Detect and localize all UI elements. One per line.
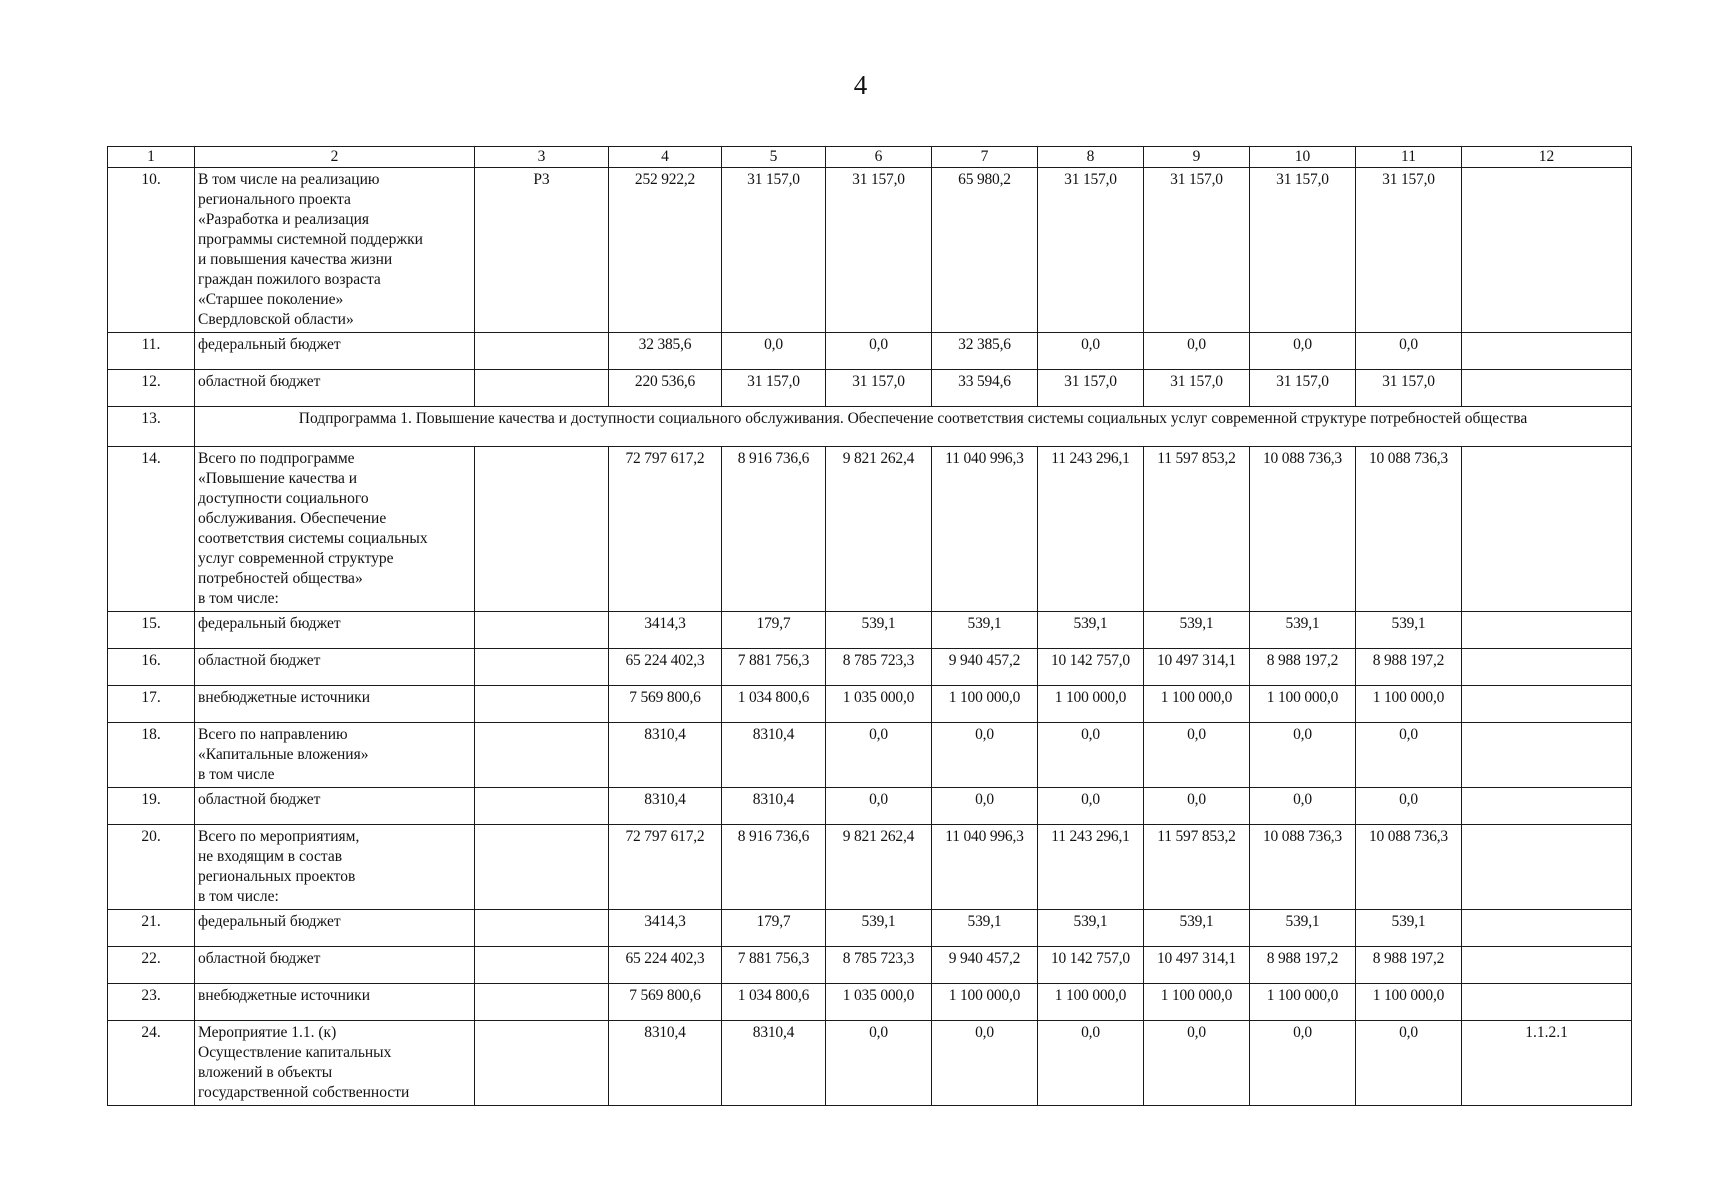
value-col-11: 8 988 197,2 [1356, 947, 1462, 984]
value-col-9: 11 597 853,2 [1144, 825, 1250, 910]
value-col-7: 33 594,6 [932, 370, 1038, 407]
row-number: 23. [108, 984, 195, 1021]
row-code [475, 686, 609, 723]
table-row [108, 723, 1632, 788]
row-description: областной бюджет [195, 788, 475, 825]
value-col-10: 0,0 [1250, 723, 1356, 788]
value-col-8: 31 157,0 [1038, 370, 1144, 407]
value-col-8: 0,0 [1038, 788, 1144, 825]
value-col-8: 1 100 000,0 [1038, 984, 1144, 1021]
value-col-7: 539,1 [932, 910, 1038, 947]
value-col-4: 220 536,6 [609, 370, 722, 407]
value-col-7: 11 040 996,3 [932, 825, 1038, 910]
row-note [1462, 333, 1632, 370]
row-description: федеральный бюджет [195, 612, 475, 649]
value-col-7: 9 940 457,2 [932, 947, 1038, 984]
value-col-5: 1 034 800,6 [722, 686, 826, 723]
table-row [108, 686, 1632, 723]
value-col-4: 72 797 617,2 [609, 825, 722, 910]
value-col-4: 65 224 402,3 [609, 649, 722, 686]
value-col-9: 10 497 314,1 [1144, 649, 1250, 686]
table-row [108, 788, 1632, 825]
value-col-10: 8 988 197,2 [1250, 649, 1356, 686]
value-col-11: 0,0 [1356, 1021, 1462, 1106]
value-col-5: 0,0 [722, 333, 826, 370]
value-col-9: 0,0 [1144, 788, 1250, 825]
column-header: 4 [609, 147, 722, 168]
row-note [1462, 947, 1632, 984]
table-row [108, 910, 1632, 947]
value-col-6: 1 035 000,0 [826, 984, 932, 1021]
value-col-4: 8310,4 [609, 723, 722, 788]
value-col-6: 0,0 [826, 723, 932, 788]
value-col-6: 0,0 [826, 788, 932, 825]
value-col-4: 7 569 800,6 [609, 686, 722, 723]
value-col-10: 0,0 [1250, 333, 1356, 370]
row-note [1462, 447, 1632, 612]
value-col-8: 539,1 [1038, 612, 1144, 649]
value-col-4: 32 385,6 [609, 333, 722, 370]
row-note: 1.1.2.1 [1462, 1021, 1632, 1106]
table-row [108, 333, 1632, 370]
value-col-7: 1 100 000,0 [932, 686, 1038, 723]
value-col-6: 0,0 [826, 1021, 932, 1106]
budget-table [107, 146, 1632, 1106]
table-row [108, 649, 1632, 686]
row-description: Всего по направлению «Капитальные вложения» в том числе [195, 723, 475, 788]
row-description: Всего по мероприятиям, не входящим в состав региональных проектов в том числе: [195, 825, 475, 910]
row-note [1462, 788, 1632, 825]
column-header: 7 [932, 147, 1038, 168]
table-row [108, 612, 1632, 649]
value-col-6: 8 785 723,3 [826, 947, 932, 984]
row-code [475, 370, 609, 407]
value-col-6: 9 821 262,4 [826, 447, 932, 612]
value-col-10: 31 157,0 [1250, 168, 1356, 333]
value-col-8: 539,1 [1038, 910, 1144, 947]
row-code: Р3 [475, 168, 609, 333]
column-header: 6 [826, 147, 932, 168]
row-note [1462, 910, 1632, 947]
row-note [1462, 825, 1632, 910]
value-col-9: 1 100 000,0 [1144, 686, 1250, 723]
row-note [1462, 723, 1632, 788]
value-col-9: 10 497 314,1 [1144, 947, 1250, 984]
column-header: 2 [195, 147, 475, 168]
row-number: 13. [108, 407, 195, 447]
row-number: 20. [108, 825, 195, 910]
value-col-6: 31 157,0 [826, 168, 932, 333]
value-col-5: 8310,4 [722, 788, 826, 825]
row-description: областной бюджет [195, 370, 475, 407]
value-col-6: 539,1 [826, 910, 932, 947]
row-code [475, 788, 609, 825]
value-col-10: 1 100 000,0 [1250, 984, 1356, 1021]
row-code [475, 723, 609, 788]
row-note [1462, 686, 1632, 723]
value-col-5: 179,7 [722, 612, 826, 649]
value-col-4: 8310,4 [609, 1021, 722, 1106]
row-number: 19. [108, 788, 195, 825]
row-number: 18. [108, 723, 195, 788]
value-col-10: 539,1 [1250, 910, 1356, 947]
value-col-7: 11 040 996,3 [932, 447, 1038, 612]
value-col-11: 10 088 736,3 [1356, 447, 1462, 612]
value-col-11: 8 988 197,2 [1356, 649, 1462, 686]
value-col-8: 1 100 000,0 [1038, 686, 1144, 723]
value-col-8: 10 142 757,0 [1038, 649, 1144, 686]
row-number: 16. [108, 649, 195, 686]
row-number: 24. [108, 1021, 195, 1106]
row-number: 10. [108, 168, 195, 333]
column-header: 1 [108, 147, 195, 168]
row-description: федеральный бюджет [195, 333, 475, 370]
value-col-7: 1 100 000,0 [932, 984, 1038, 1021]
value-col-8: 11 243 296,1 [1038, 447, 1144, 612]
table-body [108, 147, 1632, 1106]
value-col-4: 72 797 617,2 [609, 447, 722, 612]
row-description: внебюджетные источники [195, 984, 475, 1021]
value-col-5: 31 157,0 [722, 370, 826, 407]
value-col-8: 10 142 757,0 [1038, 947, 1144, 984]
page-number: 4 [853, 70, 868, 100]
row-description: Всего по подпрограмме «Повышение качества и доступности социального обслуживания. Обеспечение соответствия системы социальных услуг современной структуре потребностей общества» в том числе: [195, 447, 475, 612]
row-number: 11. [108, 333, 195, 370]
table-row [108, 984, 1632, 1021]
value-col-11: 0,0 [1356, 788, 1462, 825]
value-col-10: 0,0 [1250, 788, 1356, 825]
column-header: 12 [1462, 147, 1632, 168]
value-col-8: 31 157,0 [1038, 168, 1144, 333]
row-description: Мероприятие 1.1. (к) Осуществление капитальных вложений в объекты государственной собственности [195, 1021, 475, 1106]
row-code [475, 825, 609, 910]
table-row [108, 1021, 1632, 1106]
column-header: 10 [1250, 147, 1356, 168]
value-col-5: 179,7 [722, 910, 826, 947]
row-code [475, 649, 609, 686]
section-row [108, 407, 1632, 447]
row-code [475, 447, 609, 612]
column-header: 5 [722, 147, 826, 168]
table-header-row [108, 147, 1632, 168]
value-col-9: 31 157,0 [1144, 168, 1250, 333]
value-col-7: 539,1 [932, 612, 1038, 649]
row-note [1462, 168, 1632, 333]
table-row [108, 947, 1632, 984]
row-number: 17. [108, 686, 195, 723]
value-col-10: 0,0 [1250, 1021, 1356, 1106]
value-col-7: 0,0 [932, 1021, 1038, 1106]
row-number: 15. [108, 612, 195, 649]
value-col-11: 539,1 [1356, 910, 1462, 947]
value-col-4: 3414,3 [609, 612, 722, 649]
value-col-8: 0,0 [1038, 723, 1144, 788]
row-code [475, 947, 609, 984]
row-code [475, 333, 609, 370]
table-row [108, 825, 1632, 910]
value-col-6: 8 785 723,3 [826, 649, 932, 686]
value-col-11: 1 100 000,0 [1356, 984, 1462, 1021]
value-col-4: 7 569 800,6 [609, 984, 722, 1021]
value-col-10: 1 100 000,0 [1250, 686, 1356, 723]
value-col-7: 32 385,6 [932, 333, 1038, 370]
value-col-7: 0,0 [932, 723, 1038, 788]
value-col-6: 31 157,0 [826, 370, 932, 407]
column-header: 11 [1356, 147, 1462, 168]
value-col-8: 11 243 296,1 [1038, 825, 1144, 910]
value-col-11: 31 157,0 [1356, 168, 1462, 333]
row-description: областной бюджет [195, 649, 475, 686]
value-col-9: 31 157,0 [1144, 370, 1250, 407]
value-col-7: 0,0 [932, 788, 1038, 825]
value-col-5: 8310,4 [722, 723, 826, 788]
value-col-10: 10 088 736,3 [1250, 825, 1356, 910]
value-col-11: 1 100 000,0 [1356, 686, 1462, 723]
value-col-5: 8310,4 [722, 1021, 826, 1106]
row-code [475, 984, 609, 1021]
column-header: 8 [1038, 147, 1144, 168]
row-note [1462, 984, 1632, 1021]
value-col-11: 10 088 736,3 [1356, 825, 1462, 910]
value-col-5: 1 034 800,6 [722, 984, 826, 1021]
value-col-4: 65 224 402,3 [609, 947, 722, 984]
value-col-10: 10 088 736,3 [1250, 447, 1356, 612]
value-col-6: 539,1 [826, 612, 932, 649]
value-col-7: 9 940 457,2 [932, 649, 1038, 686]
row-number: 14. [108, 447, 195, 612]
value-col-7: 65 980,2 [932, 168, 1038, 333]
table-row [108, 370, 1632, 407]
value-col-11: 31 157,0 [1356, 370, 1462, 407]
row-description: федеральный бюджет [195, 910, 475, 947]
value-col-5: 8 916 736,6 [722, 825, 826, 910]
column-header: 9 [1144, 147, 1250, 168]
table-row [108, 447, 1632, 612]
row-code [475, 612, 609, 649]
value-col-6: 0,0 [826, 333, 932, 370]
table-row [108, 168, 1632, 333]
value-col-9: 11 597 853,2 [1144, 447, 1250, 612]
value-col-9: 0,0 [1144, 723, 1250, 788]
value-col-9: 0,0 [1144, 333, 1250, 370]
value-col-9: 539,1 [1144, 612, 1250, 649]
value-col-9: 539,1 [1144, 910, 1250, 947]
value-col-6: 9 821 262,4 [826, 825, 932, 910]
section-title: Подпрограмма 1. Повышение качества и доступности социального обслуживания. Обеспечение соответствия системы социальных услуг современной структуре потребностей общества [195, 407, 1632, 447]
value-col-11: 0,0 [1356, 333, 1462, 370]
column-header: 3 [475, 147, 609, 168]
row-note [1462, 612, 1632, 649]
value-col-5: 31 157,0 [722, 168, 826, 333]
value-col-11: 539,1 [1356, 612, 1462, 649]
row-description: внебюджетные источники [195, 686, 475, 723]
row-number: 22. [108, 947, 195, 984]
row-code [475, 910, 609, 947]
value-col-5: 8 916 736,6 [722, 447, 826, 612]
value-col-6: 1 035 000,0 [826, 686, 932, 723]
row-description: В том числе на реализацию регионального проекта «Разработка и реализация программы системной поддержки и повышения качества жизни граждан пожилого возраста «Старшее поколение» Свердловской области» [195, 168, 475, 333]
row-note [1462, 649, 1632, 686]
row-code [475, 1021, 609, 1106]
value-col-5: 7 881 756,3 [722, 947, 826, 984]
value-col-4: 252 922,2 [609, 168, 722, 333]
value-col-10: 31 157,0 [1250, 370, 1356, 407]
value-col-5: 7 881 756,3 [722, 649, 826, 686]
row-description: областной бюджет [195, 947, 475, 984]
row-number: 12. [108, 370, 195, 407]
value-col-9: 0,0 [1144, 1021, 1250, 1106]
value-col-8: 0,0 [1038, 1021, 1144, 1106]
value-col-10: 539,1 [1250, 612, 1356, 649]
row-number: 21. [108, 910, 195, 947]
value-col-8: 0,0 [1038, 333, 1144, 370]
value-col-4: 3414,3 [609, 910, 722, 947]
value-col-10: 8 988 197,2 [1250, 947, 1356, 984]
value-col-11: 0,0 [1356, 723, 1462, 788]
value-col-9: 1 100 000,0 [1144, 984, 1250, 1021]
value-col-4: 8310,4 [609, 788, 722, 825]
row-note [1462, 370, 1632, 407]
